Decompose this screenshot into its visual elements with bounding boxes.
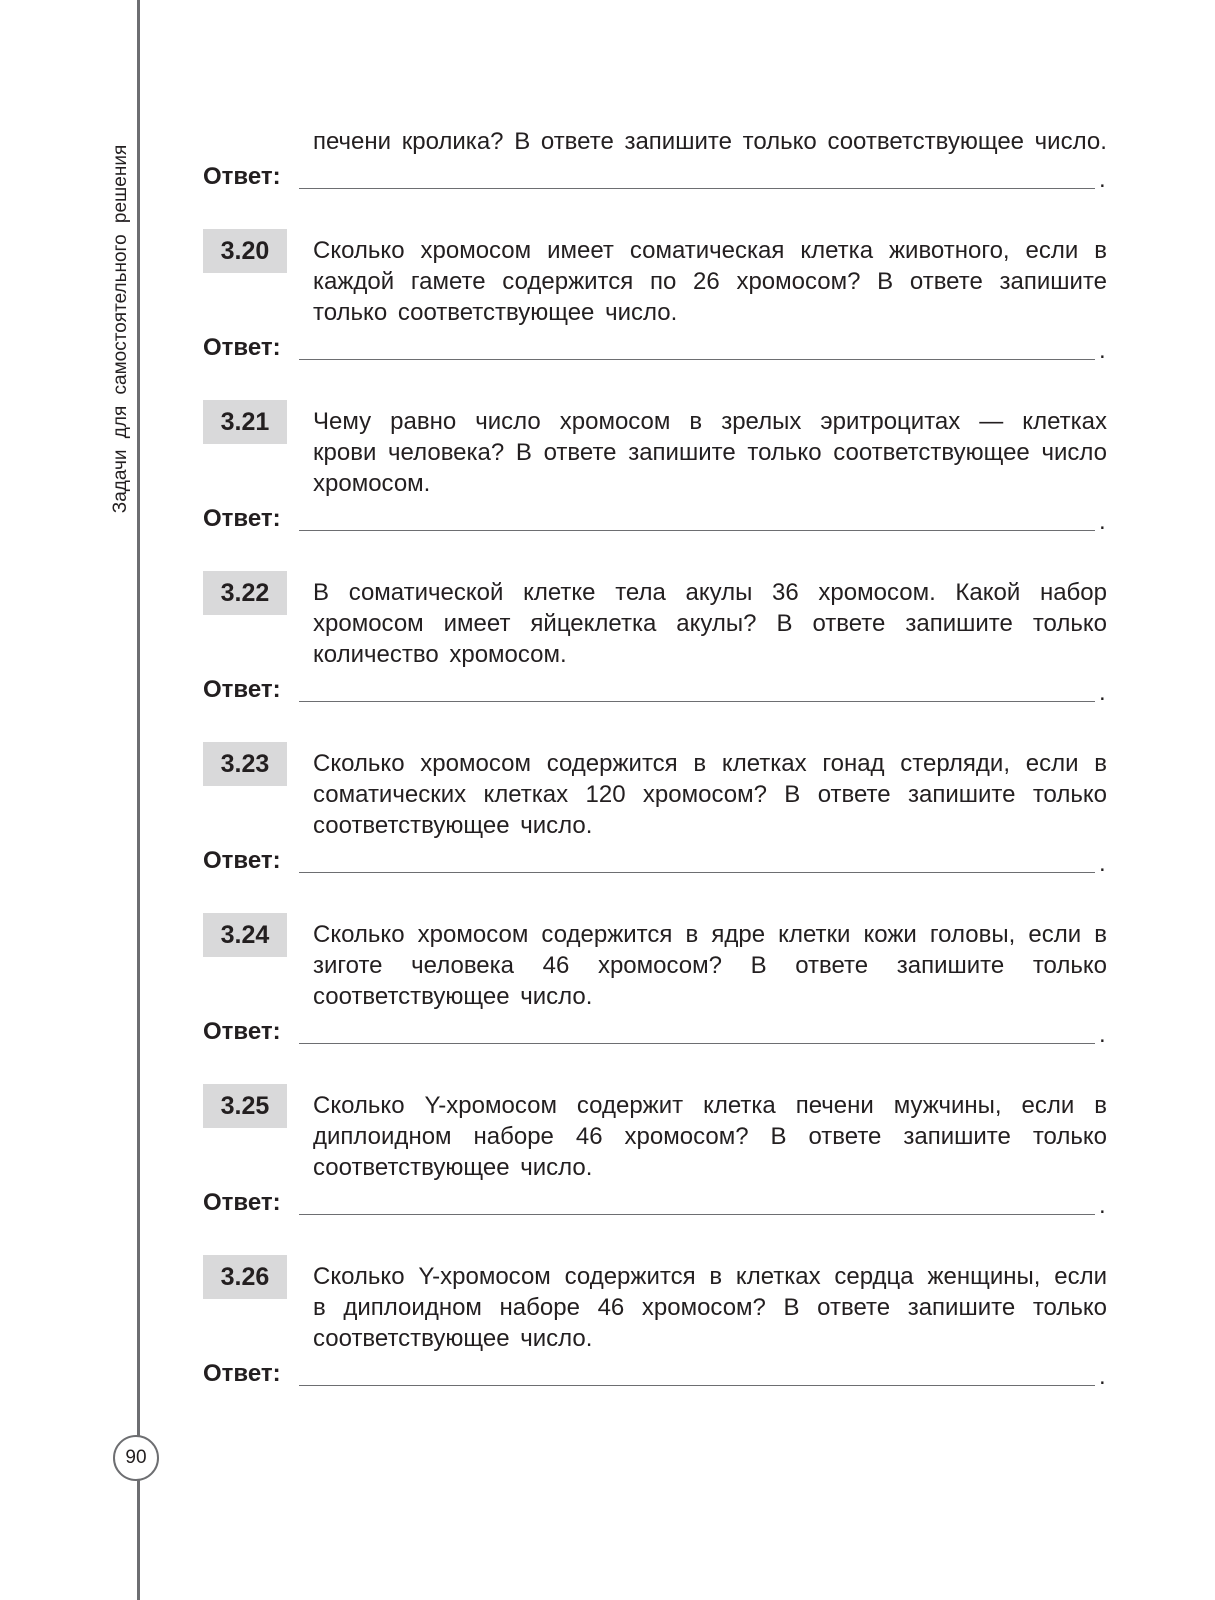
answer-label: Ответ: xyxy=(203,505,281,532)
task-text: В соматической клетке тела акулы 36 хромосом. Какой набор хромосом имеет яйцеклетка акулы? В ответе запишите только количество хромосом. xyxy=(313,579,1107,668)
task-list xyxy=(203,126,1107,1388)
answer-field[interactable] xyxy=(299,359,1095,360)
answer-row xyxy=(203,672,1107,704)
task-text: Сколько Y-хромосом содержится в клетках сердца женщины, если в диплоидном наборе 46 хромосом? В ответе запишите только соответствующее число. xyxy=(313,1263,1107,1352)
answer-period: . xyxy=(1099,1021,1106,1048)
answer-label: Ответ: xyxy=(203,1360,281,1387)
task-3-21 xyxy=(203,400,1107,499)
answer-period: . xyxy=(1099,166,1106,193)
answer-row xyxy=(203,330,1107,362)
task-text: Сколько Y-хромосом содержит клетка печени мужчины, если в диплоидном наборе 46 хромосом? В ответе запишите только соответствующее число. xyxy=(313,1092,1107,1181)
answer-period: . xyxy=(1099,508,1106,535)
answer-period: . xyxy=(1099,1192,1106,1219)
answer-period: . xyxy=(1099,1363,1106,1390)
answer-row xyxy=(203,1014,1107,1046)
answer-label: Ответ: xyxy=(203,1189,281,1216)
answer-field[interactable] xyxy=(299,530,1095,531)
task-3-24 xyxy=(203,913,1107,1012)
task-text: Сколько хромосом содержится в ядре клетки кожи головы, если в зиготе человека 46 хромосом? В ответе запишите только соответствующее число. xyxy=(313,921,1107,1010)
answer-label: Ответ: xyxy=(203,1018,281,1045)
task-text: Сколько хромосом содержится в клетках гонад стерляди, если в соматических клетках 120 хромосом? В ответе запишите только соответствующее число. xyxy=(313,750,1107,839)
continued-task-text: печени кролика? В ответе запишите только соответствующее число. xyxy=(313,128,1107,155)
answer-field[interactable] xyxy=(299,872,1095,873)
task-number: 3.20 xyxy=(203,229,287,273)
task-number: 3.25 xyxy=(203,1084,287,1128)
task-text: Сколько хромосом имеет соматическая клетка животного, если в каждой гамете содержится по 26 хромосом? В ответе запишите только соответствующее число. xyxy=(313,237,1107,326)
answer-field[interactable] xyxy=(299,701,1095,702)
answer-row xyxy=(203,843,1107,875)
task-text: Чему равно число хромосом в зрелых эритроцитах — клетках крови человека? В ответе запишите только соответствующее число хромосом. xyxy=(313,408,1107,497)
answer-row xyxy=(203,501,1107,533)
running-header: Задачи для самостоятельного решения xyxy=(110,144,131,514)
answer-row xyxy=(203,1185,1107,1217)
task-3-23 xyxy=(203,742,1107,841)
task-number: 3.26 xyxy=(203,1255,287,1299)
answer-row xyxy=(203,1356,1107,1388)
answer-period: . xyxy=(1099,337,1106,364)
answer-label: Ответ: xyxy=(203,163,281,190)
answer-field[interactable] xyxy=(299,1385,1095,1386)
answer-field[interactable] xyxy=(299,1043,1095,1044)
page-number: 90 xyxy=(113,1435,159,1481)
answer-row xyxy=(203,159,1107,191)
task-3-20 xyxy=(203,229,1107,328)
task-number: 3.21 xyxy=(203,400,287,444)
answer-field[interactable] xyxy=(299,188,1095,189)
answer-label: Ответ: xyxy=(203,676,281,703)
task-3-26 xyxy=(203,1255,1107,1354)
answer-field[interactable] xyxy=(299,1214,1095,1215)
task-number: 3.24 xyxy=(203,913,287,957)
task-3-22 xyxy=(203,571,1107,670)
task-3-25 xyxy=(203,1084,1107,1183)
answer-label: Ответ: xyxy=(203,334,281,361)
answer-label: Ответ: xyxy=(203,847,281,874)
task-number: 3.22 xyxy=(203,571,287,615)
answer-period: . xyxy=(1099,850,1106,877)
page-margin-rule xyxy=(137,0,140,1600)
task-number: 3.23 xyxy=(203,742,287,786)
answer-period: . xyxy=(1099,679,1106,706)
